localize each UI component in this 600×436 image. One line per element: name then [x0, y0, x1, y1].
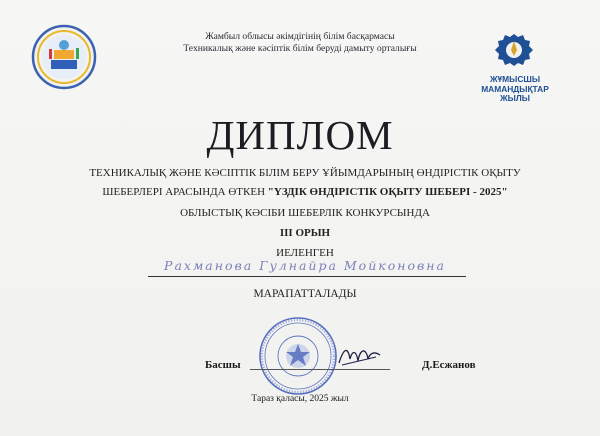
competition-name: "ҮЗДІК ӨНДІРІСТІК ОҚЫТУ ШЕБЕРІ - 2025": [267, 186, 508, 198]
book-icon: [54, 50, 74, 59]
body-line-1: ТЕХНИКАЛЫҚ ЖӘНЕ КӘСІПТІК БІЛІМ БЕРУ ҰЙЫМДАРЫНЫҢ ӨНДІРІСТІК ОҚЫТУ: [89, 167, 521, 179]
laptop-icon: [51, 60, 77, 69]
globe-icon: [59, 40, 69, 50]
header-line-2: Техникалық және кәсіптік білім беруді дамыту орталығы: [183, 43, 417, 54]
workers-year-line-3: ЖЫЛЫ: [500, 93, 530, 103]
signatory-role: Басшы: [205, 359, 241, 371]
bar-green: [76, 48, 79, 59]
workers-year-text: [470, 75, 560, 104]
place-awarded: III ОРЫН: [279, 227, 331, 239]
city-year: Тараз қаласы, 2025 жыл: [251, 394, 349, 404]
awarded-label: МАРАПАТТАЛАДЫ: [253, 288, 357, 300]
bar-red: [49, 49, 52, 59]
body-line-2-prefix: ШЕБЕРЛЕРІ АРАСЫНДА ӨТКЕН: [102, 186, 268, 198]
workers-year-logo: [490, 28, 538, 72]
awarded-to-label: ИЕЛЕНГЕН: [276, 247, 334, 259]
header-line-1: Жамбыл облысы әкімдігінің білім басқармасы: [205, 31, 395, 42]
official-stamp: [258, 316, 338, 396]
signature-line: [250, 369, 390, 370]
body-line-2: [60, 186, 550, 199]
signature-mark: [336, 343, 384, 369]
signatory-name: Д.Есжанов: [422, 359, 476, 371]
recipient-name: Рахманова Гулнайра Мойконовна: [164, 258, 446, 273]
body-line-3: ОБЛЫСТЫҚ КӘСІБИ ШЕБЕРЛІК КОНКУРСЫНДА: [180, 207, 430, 219]
diploma-title: ДИПЛОМ: [206, 112, 394, 158]
education-center-emblem: [31, 24, 97, 90]
recipient-underline: [148, 276, 466, 277]
workers-year-line-2: МАМАНДЫҚТАР: [481, 83, 549, 94]
workers-year-line-1: ЖҰМЫСШЫ: [489, 74, 541, 84]
